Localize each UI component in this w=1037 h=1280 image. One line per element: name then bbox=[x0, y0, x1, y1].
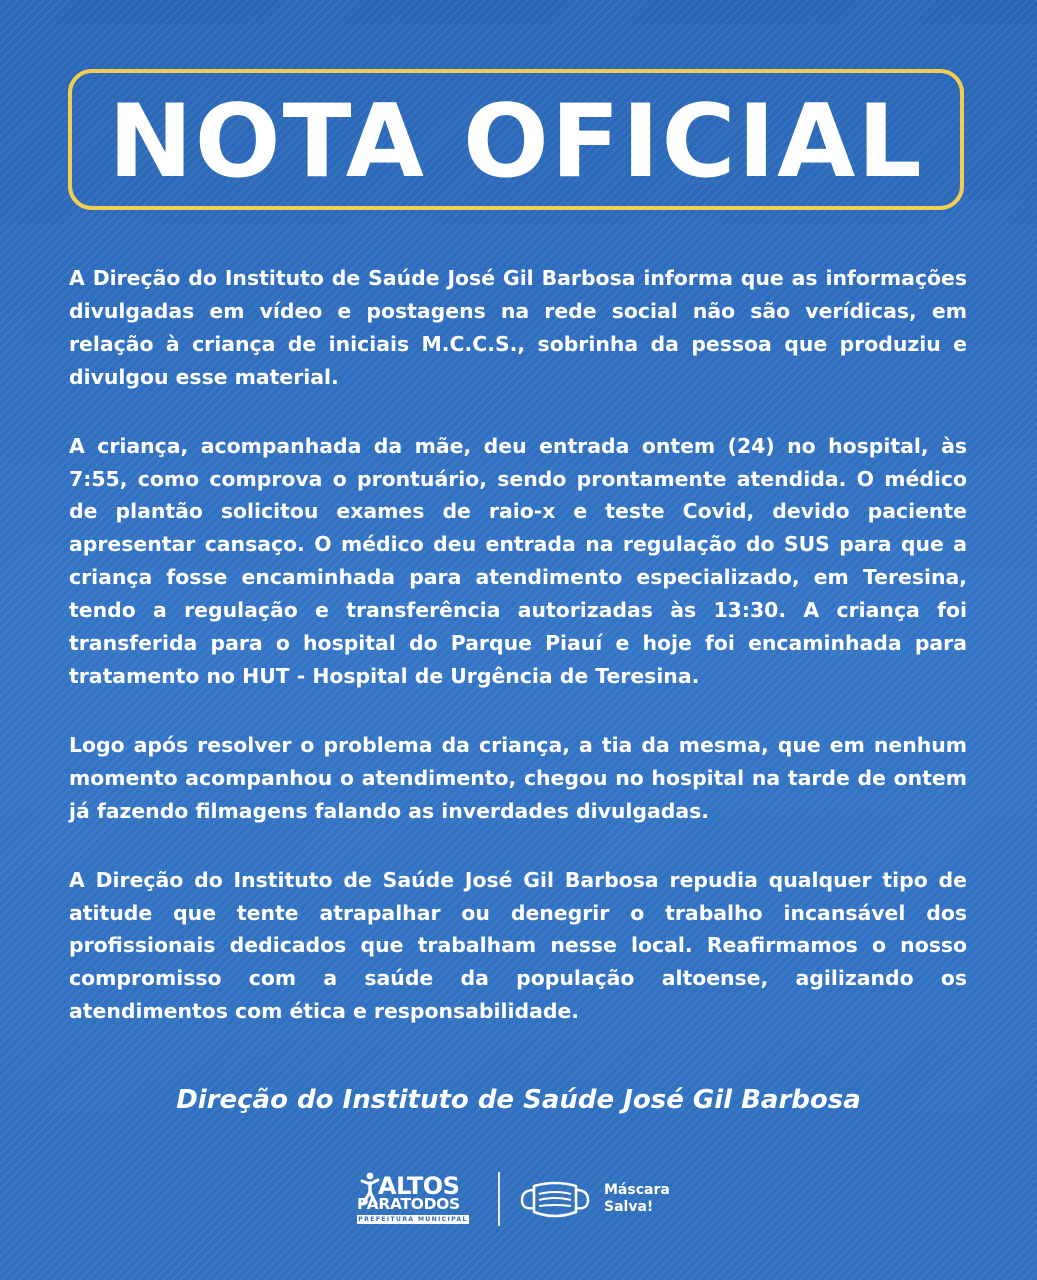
footer-logos bbox=[356, 1170, 696, 1230]
title-frame bbox=[68, 69, 964, 210]
paragraph-4: A Direção do Instituto de Saúde José Gil Barbosa repudia qualquer tipo de atitude que tente atrapalhar ou denegrir o trabalho incansável dos profissionais dedicados que trabalham nesse local. Reafirmamos o nosso compromisso com a saúde da população altoense, agilizando os atendimentos com ética e responsabilidade. bbox=[69, 867, 967, 1024]
mascara-salva-label bbox=[604, 1182, 694, 1216]
face-mask-icon bbox=[518, 1178, 592, 1222]
footer-divider bbox=[498, 1172, 500, 1226]
signature: Direção do Instituto de Saúde José Gil Barbosa bbox=[176, 1085, 861, 1115]
logo-text-prefeitura: PREFEITURA MUNICIPAL bbox=[358, 1216, 468, 1223]
paragraph-1: A Direção do Instituto de Saúde José Gil Barbosa informa que as informações divulgadas em vídeo e postagens na rede social não são verídicas, em relação à criança de iniciais M.C.C.S., sobrinha da pessoa que produziu e divulgou esse material. bbox=[69, 266, 967, 389]
paragraph-3: Logo após resolver o problema da criança, a tia da mesma, que em nenhum momento acompanhou o atendimento, chegou no hospital na tarde de ontem já fazendo filmagens falando as inverdades divulgadas. bbox=[69, 732, 967, 823]
mask-label-line-1: Máscara bbox=[604, 1182, 670, 1198]
logo-text-paratodos: PARATODOS bbox=[357, 1195, 460, 1213]
logo-text-altos: ALTOS bbox=[378, 1172, 460, 1200]
paragraph-2: A criança, acompanhada da mãe, deu entrada ontem (24) no hospital, às 7:55, como comprova o prontuário, sendo prontamente atendida. O médico de plantão solicitou exames de raio-x e teste Covid, devido paciente apresentar cansaço. O médico deu entrada na regulação do SUS para que a criança fosse encaminhada para atendimento especializado, em Teresina, tendo a regulação e transferência autorizadas às 13:30. A criança foi transferida para o hospital do Parque Piauí e hoje foi encaminhada para tratamento no HUT - Hospital de Urgência de Teresina. bbox=[69, 433, 967, 688]
note-body bbox=[69, 262, 967, 1064]
altos-paratodos-logo bbox=[356, 1172, 472, 1226]
mask-label-line-2: Salva! bbox=[604, 1199, 654, 1215]
page-title: NOTA OFICIAL bbox=[108, 82, 924, 200]
